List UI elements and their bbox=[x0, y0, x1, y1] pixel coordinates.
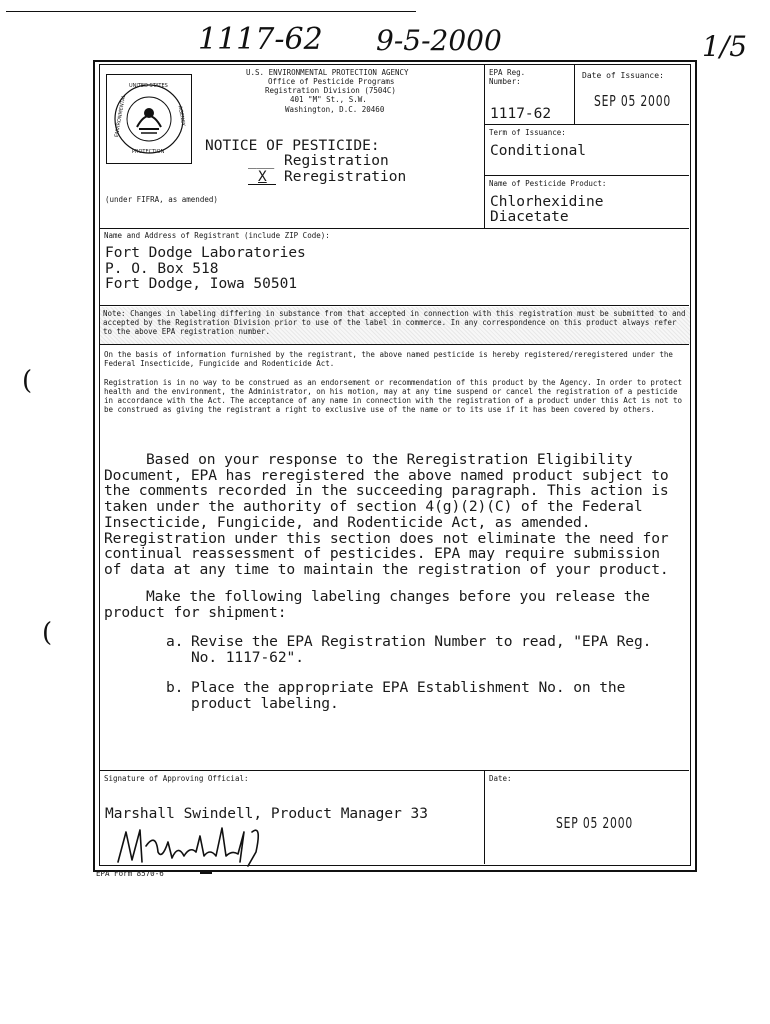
top-rule bbox=[6, 11, 416, 12]
signature-label: Signature of Approving Official: bbox=[104, 774, 249, 783]
handwritten-page-number: 1/5 bbox=[702, 30, 748, 63]
margin-bracket-2: ( bbox=[42, 618, 53, 648]
seal-text-left: ENVIRONMENTAL bbox=[113, 94, 128, 138]
term-top-rule bbox=[484, 124, 689, 125]
basis-statement: On the basis of information furnished by the registrant, the above named pesticide is hereby registered/reregistered under the Federal Insecticide, Fungicide and Rodenticide Act. bbox=[104, 350, 673, 368]
seal-text-bottom: PROTECTION bbox=[132, 149, 165, 155]
item-a-text: Revise the EPA Registration Number to read, "EPA Reg. No. 1117-62". bbox=[191, 633, 652, 666]
product-name-line-1: Chlorhexidine bbox=[490, 194, 604, 210]
signature-top-rule bbox=[99, 770, 689, 771]
agency-line-3: Registration Division (7504C) bbox=[265, 86, 396, 95]
item-b-marker: b. bbox=[166, 679, 184, 696]
issuance-date-stamp: SEP 05 2000 bbox=[594, 92, 672, 110]
labeling-note: Note: Changes in labeling differing in substance from that accepted in connection with this registration must be submitted to and accepted by the Registration Division prior to use of the label in commerce. In any correspondence on this product always refer to the above EPA registration number. bbox=[100, 307, 690, 344]
agency-line-1: U.S. ENVIRONMENTAL PROTECTION AGENCY bbox=[246, 68, 409, 77]
body-paragraph-2: Make the following labeling changes before you release the product for shipment: bbox=[104, 588, 650, 621]
epa-reg-label-1: EPA Reg. bbox=[489, 68, 526, 77]
signature-date-stamp: SEP 05 2000 bbox=[556, 814, 634, 832]
handwritten-reg-number: 1117-62 bbox=[198, 22, 323, 57]
signer-name: Marshall Swindell, Product Manager 33 bbox=[105, 806, 429, 822]
agency-line-5: Washington, D.C. 20460 bbox=[285, 105, 385, 114]
item-a-marker: a. bbox=[166, 633, 184, 650]
epa-reg-label-2: Number: bbox=[489, 77, 521, 86]
header-divider bbox=[484, 64, 485, 228]
item-b-text: Place the appropriate EPA Establishment No. on the product labeling. bbox=[191, 679, 626, 712]
notice-title: NOTICE OF PESTICIDE: bbox=[205, 138, 380, 154]
fifra-note: (under FIFRA, as amended) bbox=[105, 195, 218, 204]
seal-text-top: UNITED STATES bbox=[129, 83, 168, 89]
date-label: Date: bbox=[489, 774, 512, 783]
reregistration-label: Reregistration bbox=[284, 169, 407, 185]
product-name-line-2: Diacetate bbox=[490, 209, 569, 225]
term-value: Conditional bbox=[490, 143, 587, 159]
registrant-line-2: P. O. Box 518 bbox=[105, 261, 219, 277]
product-label: Name of Pesticide Product: bbox=[489, 179, 607, 188]
handwritten-signature bbox=[112, 822, 292, 872]
epa-reg-value: 1117-62 bbox=[490, 106, 552, 122]
issuance-label: Date of Issuance: bbox=[582, 71, 664, 80]
reregistration-underline bbox=[248, 184, 276, 185]
margin-bracket-1: ( bbox=[22, 366, 33, 396]
registrant-top-rule bbox=[99, 228, 689, 229]
registrant-line-1: Fort Dodge Laboratories bbox=[105, 245, 306, 261]
handwritten-date: 9-5-2000 bbox=[376, 24, 502, 57]
note-top-rule bbox=[99, 305, 689, 306]
signature-divider bbox=[484, 770, 485, 864]
agency-line-4: 401 "M" St., S.W. bbox=[290, 95, 367, 104]
epa-seal bbox=[106, 74, 192, 164]
registration-label: Registration bbox=[284, 153, 389, 169]
body-paragraph-1: Based on your response to the Reregistration Eligibility Document, EPA has reregistered the above named product subject to the comments recorded in the succeeding paragraph. This action is taken under the authority of section 4(g)(2)(C) of the Federal Insecticide, Fungicide, and Rodenticide Act, as amended. Reregistration under this section does not eliminate the need for continual reassessment of pesticides. EPA may require submission of data at any time to maintain the registration of your product. bbox=[104, 451, 669, 578]
disclaimer-statement: Registration is in no way to be construed as an endorsement or recommendation of this product by the Agency. In order to protect health and the environment, the Administrator, on his motion, may at any time suspend or cancel the registration of a pesticide in accordance with the Act. The acceptance of any name in connection with the registration of a product under this Act is not to be construed as giving the registrant a right to exclusive use of the name or to its use if it has been covered by others. bbox=[104, 378, 682, 414]
term-label: Term of Issuance: bbox=[489, 128, 566, 137]
registrant-label: Name and Address of Registrant (include ZIP Code): bbox=[104, 231, 330, 240]
reregistration-mark: X bbox=[258, 169, 267, 185]
agency-line-2: Office of Pesticide Programs bbox=[268, 77, 395, 86]
registration-blank: ___ bbox=[248, 153, 275, 169]
note-bottom-rule bbox=[99, 344, 689, 345]
footer-arrow-mark bbox=[200, 872, 212, 874]
product-top-rule bbox=[484, 175, 689, 176]
reg-date-divider bbox=[574, 64, 575, 124]
registrant-line-3: Fort Dodge, Iowa 50501 bbox=[105, 276, 298, 292]
form-number: EPA Form 8570-6 bbox=[96, 869, 164, 878]
seal-text-right: AGENCY bbox=[176, 105, 187, 127]
